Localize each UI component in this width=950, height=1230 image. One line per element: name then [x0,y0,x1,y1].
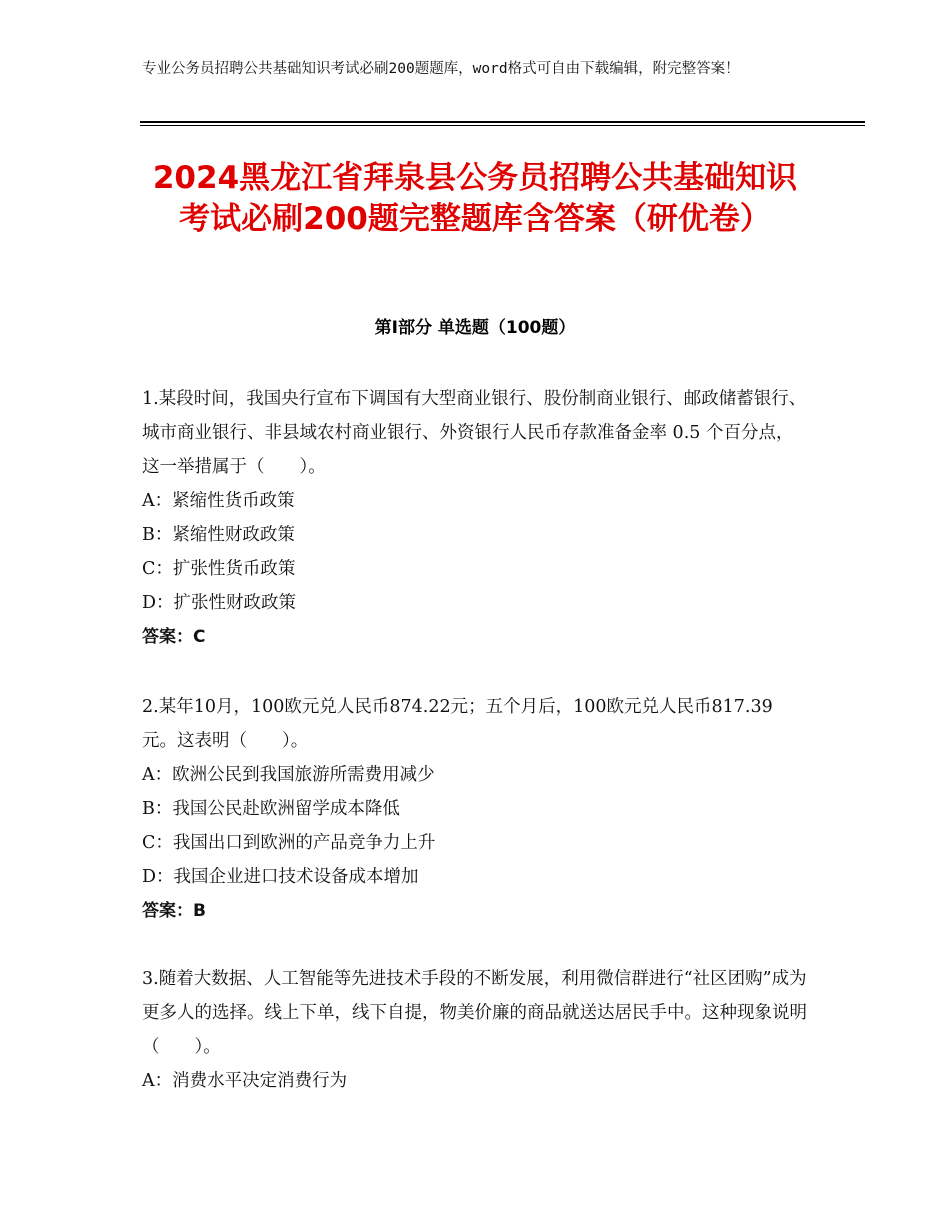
question-1 [142,382,807,654]
option-b: B：紧缩性财政政策 [142,525,295,545]
option-b: B：我国公民赴欧洲留学成本降低 [142,799,400,819]
header-rule-thin [140,125,865,126]
answer: 答案：C [142,627,206,647]
option-c: C：我国出口到欧洲的产品竞争力上升 [142,833,436,853]
option-a: A：欧洲公民到我国旅游所需费用减少 [142,765,435,785]
option-a: A：紧缩性货币政策 [142,491,295,511]
section-heading: 第Ⅰ部分 单选题（100题） [374,318,576,338]
header-note: 专业公务员招聘公共基础知识考试必刷200题题库，word格式可自由下载编辑，附完整答案！ [142,61,740,77]
question-stem: 3.随着大数据、人工智能等先进技术手段的不断发展，利用微信群进行“社区团购”成为更多人的选择。线上下单，线下自提，物美价廉的商品就送达居民手中。这种现象说明（ ）。 [142,969,807,1057]
question-stem: 2.某年10月，100欧元兑人民币874.22元；五个月后，100欧元兑人民币817.39元。这表明（ ）。 [142,697,773,751]
option-c: C：扩张性货币政策 [142,559,296,579]
header-rule-thick [140,121,865,123]
document-title: 2024黑龙江省拜泉县公务员招聘公共基础知识考试必刷200题完整题库含答案（研优卷） [152,160,798,237]
question-3 [142,962,807,1098]
question-2 [142,690,807,928]
option-a: A：消费水平决定消费行为 [142,1071,348,1091]
answer: 答案：B [142,901,206,921]
option-d: D：扩张性财政政策 [142,593,297,613]
option-d: D：我国企业进口技术设备成本增加 [142,867,419,887]
question-stem: 1.某段时间，我国央行宣布下调国有大型商业银行、股份制商业银行、邮政储蓄银行、城市商业银行、非县域农村商业银行、外资银行人民币存款准备金率 0.5 个百分点，这一举措属于（ ）。 [142,389,807,477]
